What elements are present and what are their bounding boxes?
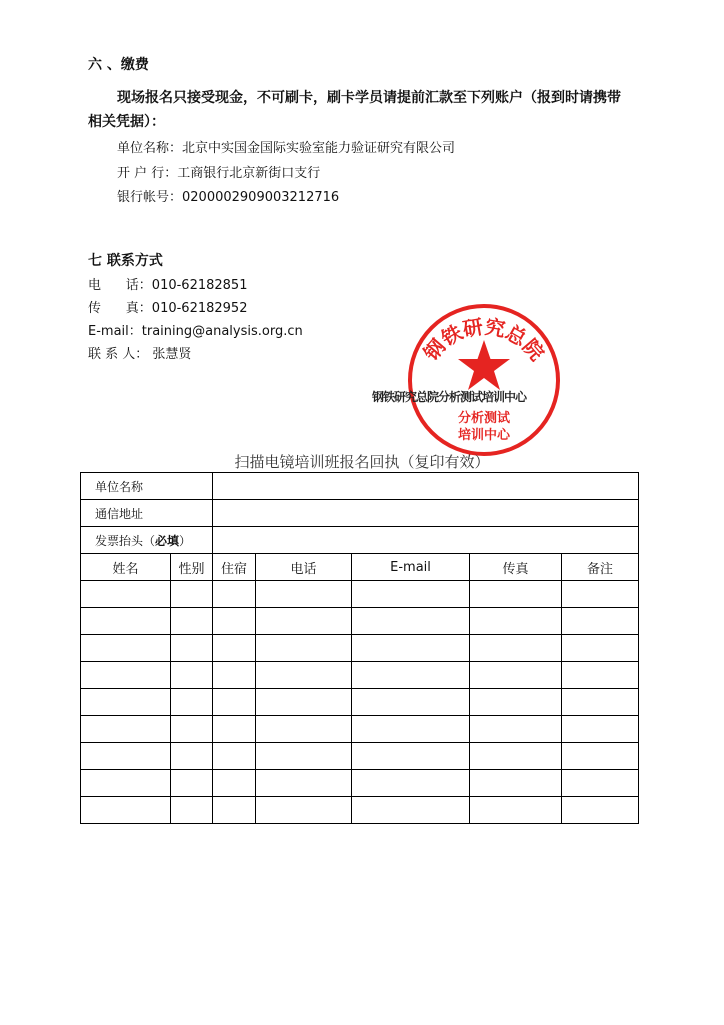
seal-overlay-text: 钢铁研究总院分析测试培训中心 [372, 390, 527, 404]
blank-cell[interactable] [562, 581, 639, 608]
bank-line [117, 162, 320, 181]
seal-ring-text: 钢铁研究总院 [418, 314, 550, 366]
blank-cell[interactable] [352, 635, 470, 662]
unit-name-label: 单位名称： [117, 141, 183, 156]
invoice-title-suffix: ） [179, 533, 192, 548]
blank-cell[interactable] [562, 716, 639, 743]
blank-cell[interactable] [562, 662, 639, 689]
blank-cell[interactable] [470, 797, 562, 824]
blank-cell[interactable] [213, 581, 256, 608]
form-row-address [81, 500, 639, 527]
blank-cell[interactable] [81, 797, 171, 824]
blank-cell[interactable] [171, 689, 213, 716]
table-row [81, 662, 639, 689]
blank-cell[interactable] [81, 689, 171, 716]
blank-cell[interactable] [256, 743, 352, 770]
blank-cell[interactable] [81, 608, 171, 635]
account-line [117, 186, 339, 205]
blank-cell[interactable] [352, 797, 470, 824]
blank-cell[interactable] [256, 635, 352, 662]
invoice-required-mark: 必填 [155, 533, 180, 548]
address-input-cell[interactable] [213, 500, 639, 527]
table-row [81, 689, 639, 716]
email-value[interactable]: training@analysis.org.cn [141, 324, 303, 339]
blank-cell[interactable] [562, 608, 639, 635]
blank-cell[interactable] [171, 608, 213, 635]
phone-label: 电 话： [88, 278, 152, 293]
contact-heading: 七 联系方式 [88, 253, 163, 269]
unit-name-value: 北京中实国金国际实验室能力验证研究有限公司 [182, 141, 456, 156]
blank-cell[interactable] [256, 662, 352, 689]
blank-cell[interactable] [213, 635, 256, 662]
email-line [88, 320, 303, 339]
blank-cell[interactable] [256, 770, 352, 797]
blank-cell[interactable] [256, 716, 352, 743]
blank-cell[interactable] [256, 608, 352, 635]
blank-cell[interactable] [171, 743, 213, 770]
blank-cell[interactable] [213, 770, 256, 797]
blank-cell[interactable] [213, 797, 256, 824]
registration-form-table [80, 472, 639, 824]
blank-cell[interactable] [562, 770, 639, 797]
fax-label: 传 真： [88, 301, 152, 316]
unit-name-input-cell[interactable] [213, 473, 639, 500]
blank-cell[interactable] [171, 770, 213, 797]
col-header-fax: 传真 [470, 554, 562, 581]
blank-cell[interactable] [352, 689, 470, 716]
table-row [81, 743, 639, 770]
seal-center-line1: 分析测试 [457, 411, 511, 426]
fax-line [88, 297, 247, 316]
person-value: 张慧贤 [152, 347, 192, 362]
invoice-title-cell [81, 527, 213, 554]
invoice-title-input-cell[interactable] [213, 527, 639, 554]
seal-star-icon [458, 340, 510, 390]
form-row-unit [81, 473, 639, 500]
unit-name-cell: 单位名称 [81, 473, 213, 500]
blank-cell[interactable] [470, 635, 562, 662]
payment-heading: 六 、缴费 [88, 57, 149, 73]
blank-cell[interactable] [171, 581, 213, 608]
blank-cell[interactable] [562, 797, 639, 824]
blank-cell[interactable] [470, 716, 562, 743]
blank-cell[interactable] [213, 608, 256, 635]
table-row [81, 770, 639, 797]
blank-cell[interactable] [256, 797, 352, 824]
col-header-lodging: 住宿 [213, 554, 256, 581]
blank-cell[interactable] [213, 716, 256, 743]
phone-value: 010-62182851 [151, 278, 248, 293]
blank-cell[interactable] [470, 689, 562, 716]
blank-cell[interactable] [81, 581, 171, 608]
person-line [88, 343, 191, 362]
payment-note-line1: 现场报名只接受现金，不可刷卡，刷卡学员请提前汇款至下列账户（报到时请携带 [117, 90, 621, 106]
address-cell: 通信地址 [81, 500, 213, 527]
person-label: 联 系 人： [88, 347, 149, 362]
blank-cell[interactable] [81, 716, 171, 743]
blank-cell[interactable] [256, 689, 352, 716]
fax-value: 010-62182952 [151, 301, 248, 316]
invoice-title-label: 发票抬头（ [95, 533, 156, 548]
blank-cell[interactable] [470, 743, 562, 770]
col-header-remarks: 备注 [562, 554, 639, 581]
blank-cell[interactable] [562, 635, 639, 662]
form-header-row [81, 554, 639, 581]
blank-cell[interactable] [352, 743, 470, 770]
blank-cell[interactable] [352, 608, 470, 635]
account-value: 0200002909003212716 [182, 190, 340, 205]
blank-cell[interactable] [171, 797, 213, 824]
blank-cell[interactable] [352, 581, 470, 608]
blank-cell[interactable] [470, 581, 562, 608]
col-header-email: E-mail [352, 554, 470, 581]
blank-cell[interactable] [81, 770, 171, 797]
seal-center-line2: 培训中心 [457, 428, 511, 443]
blank-cell[interactable] [470, 662, 562, 689]
table-row [81, 797, 639, 824]
blank-cell[interactable] [470, 608, 562, 635]
blank-cell[interactable] [562, 689, 639, 716]
unit-name-line [117, 137, 455, 156]
blank-cell[interactable] [352, 770, 470, 797]
email-label: E-mail： [88, 324, 142, 339]
bank-value: 工商银行北京新街口支行 [177, 166, 321, 181]
blank-cell[interactable] [81, 635, 171, 662]
blank-cell[interactable] [352, 716, 470, 743]
col-header-name: 姓名 [81, 554, 171, 581]
blank-cell[interactable] [171, 662, 213, 689]
col-header-gender: 性别 [171, 554, 213, 581]
bank-label: 开 户 行： [117, 166, 178, 181]
table-row [81, 716, 639, 743]
blank-cell[interactable] [256, 581, 352, 608]
form-row-invoice [81, 527, 639, 554]
form-title: 扫描电镜培训班报名回执（复印有效） [234, 453, 490, 471]
blank-cell[interactable] [81, 743, 171, 770]
blank-cell[interactable] [213, 743, 256, 770]
table-row [81, 608, 639, 635]
phone-line [88, 274, 247, 293]
blank-cell[interactable] [81, 662, 171, 689]
blank-cell[interactable] [562, 743, 639, 770]
col-header-phone: 电话 [256, 554, 352, 581]
blank-cell[interactable] [470, 770, 562, 797]
official-seal [404, 300, 564, 460]
table-row [81, 581, 639, 608]
blank-cell[interactable] [213, 662, 256, 689]
blank-cell[interactable] [171, 716, 213, 743]
table-row [81, 635, 639, 662]
blank-cell[interactable] [352, 662, 470, 689]
payment-note-line2: 相关凭据）： [88, 114, 165, 130]
account-label: 银行帐号： [117, 190, 183, 205]
blank-cell[interactable] [171, 635, 213, 662]
blank-cell[interactable] [213, 689, 256, 716]
